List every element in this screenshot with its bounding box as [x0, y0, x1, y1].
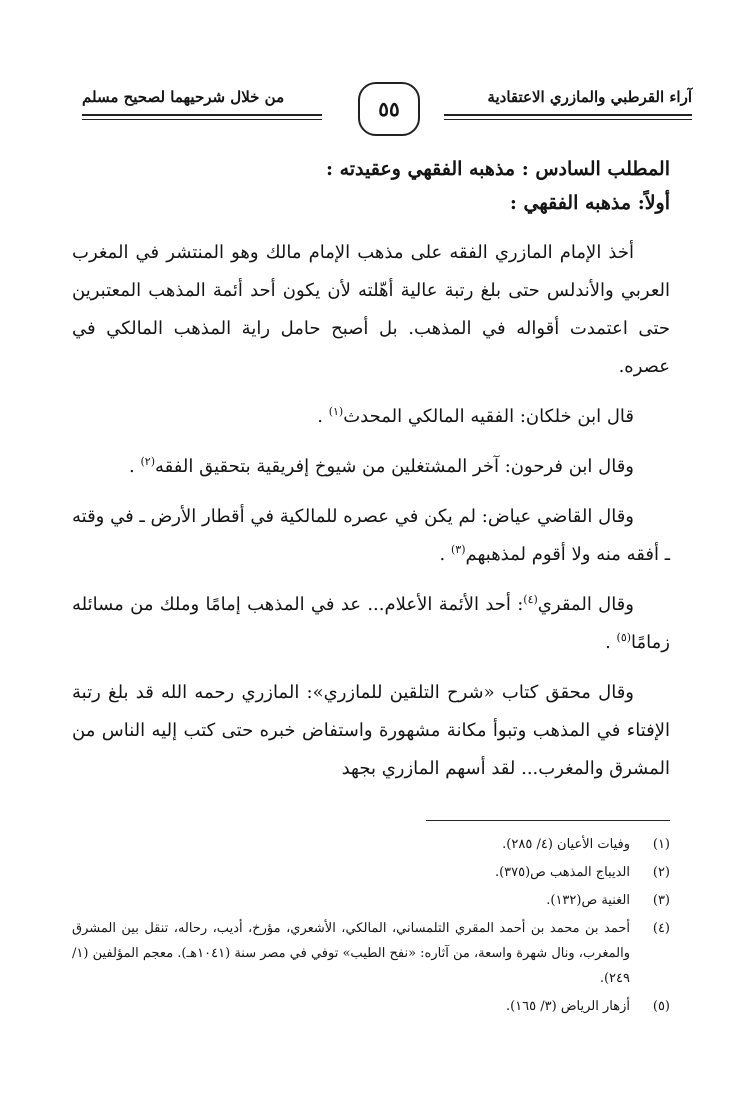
main-text	[72, 234, 670, 800]
section-title: المطلب السادس : مذهبه الفقهي وعقيدته :	[325, 158, 670, 180]
paragraph-2-text: قال ابن خلكان: الفقيه المالكي المحدث	[343, 406, 634, 427]
footnote-text: وفيات الأعيان (٤/ ٢٨٥).	[502, 837, 630, 852]
paragraph-2	[72, 398, 670, 436]
footnote-5	[72, 994, 670, 1019]
footnote-1	[72, 832, 670, 857]
footnote-2	[72, 860, 670, 885]
footnote-separator	[426, 820, 670, 821]
footnote-number: (٣)	[652, 893, 670, 908]
paragraph-6	[72, 674, 670, 788]
footnote-number: (٢)	[652, 865, 670, 880]
paragraph-6-text: وقال محقق كتاب «شرح التلقين للمازري»: المازري رحمه الله قد بلغ رتبة الإفتاء في المذهب وتبوأ مكانة مشهورة واستفاض خبره حتى كتب إليه الناس من المشرق والمغرب... لقد أسهم المازري بجهد	[72, 682, 670, 779]
paragraph-3-end: .	[129, 456, 135, 477]
header-book-subtitle: من خلال شرحيهما لصحيح مسلم	[82, 88, 285, 106]
footnote-text: الديباج المذهب ص(٣٧٥).	[494, 865, 630, 880]
header-book-title: آراء القرطبي والمازري الاعتقادية	[487, 88, 692, 106]
footnote-number: (٤)	[652, 921, 670, 936]
paragraph-4-end: .	[439, 544, 446, 565]
footnote-text: الغنية ص(١٣٢).	[546, 893, 630, 908]
footnotes	[72, 832, 670, 1022]
footnote-number: (٥)	[652, 999, 670, 1014]
paragraph-5-end: .	[605, 632, 611, 653]
paragraph-5	[72, 586, 670, 662]
section-headings	[70, 152, 670, 220]
running-header	[82, 82, 692, 138]
header-rule-left	[82, 114, 322, 120]
footnote-ref-1[interactable]: (١)	[328, 405, 344, 418]
footnote-ref-5[interactable]: (٥)	[616, 631, 632, 644]
footnote-ref-2[interactable]: (٢)	[140, 455, 155, 468]
footnote-4	[72, 916, 670, 991]
paragraph-1	[72, 234, 670, 386]
paragraph-5-text: : أحد الأئمة الأعلام... عد في المذهب إمامًا وملك من مسائله زمامًا	[72, 594, 670, 653]
footnote-number: (١)	[652, 837, 670, 852]
footnote-ref-3[interactable]: (٣)	[450, 543, 466, 556]
paragraph-5-lead: وقال المقري	[537, 594, 634, 615]
footnote-text: أحمد بن محمد بن أحمد المقري التلمساني، المالكي، الأشعري، مؤرخ، أديب، رحاله، تنقل بين المشرق والمغرب، ونال شهرة واسعة، من آثاره: «نفح الطيب» توفي في مصر سنة (١٠٤١هـ). معجم المؤلفين (١/ ٢٤٩).	[72, 921, 630, 986]
header-rule-right	[444, 114, 692, 120]
paragraph-2-end: .	[317, 406, 323, 427]
footnote-text: أزهار الرياض (٣/ ١٦٥).	[505, 999, 630, 1014]
footnote-3	[72, 888, 670, 913]
footnote-ref-4[interactable]: (٤)	[523, 593, 538, 606]
paragraph-1-text: أخذ الإمام المازري الفقه على مذهب الإمام مالك وهو المنتشر في المغرب العربي والأندلس حتى بلغ رتبة عالية أهّلته لأن يكون أحد أئمة المذهب المعتبرين حتى اعتمدت أقواله في المذهب. بل أصبح حامل راية المذهب المالكي في عصره.	[72, 242, 670, 377]
page-number: ٥٥	[358, 82, 420, 136]
paragraph-4-text: وقال القاضي عياض: لم يكن في عصره للمالكية في أقطار الأرض ـ في وقته ـ أفقه منه ولا أقوم لمذهبهم	[72, 506, 670, 565]
paragraph-3	[72, 448, 670, 486]
paragraph-3-text: وقال ابن فرحون: آخر المشتغلين من شيوخ إفريقية بتحقيق الفقه	[155, 456, 634, 477]
subsection-title: أولاً: مذهبه الفقهي :	[509, 192, 670, 214]
paragraph-4	[72, 498, 670, 574]
